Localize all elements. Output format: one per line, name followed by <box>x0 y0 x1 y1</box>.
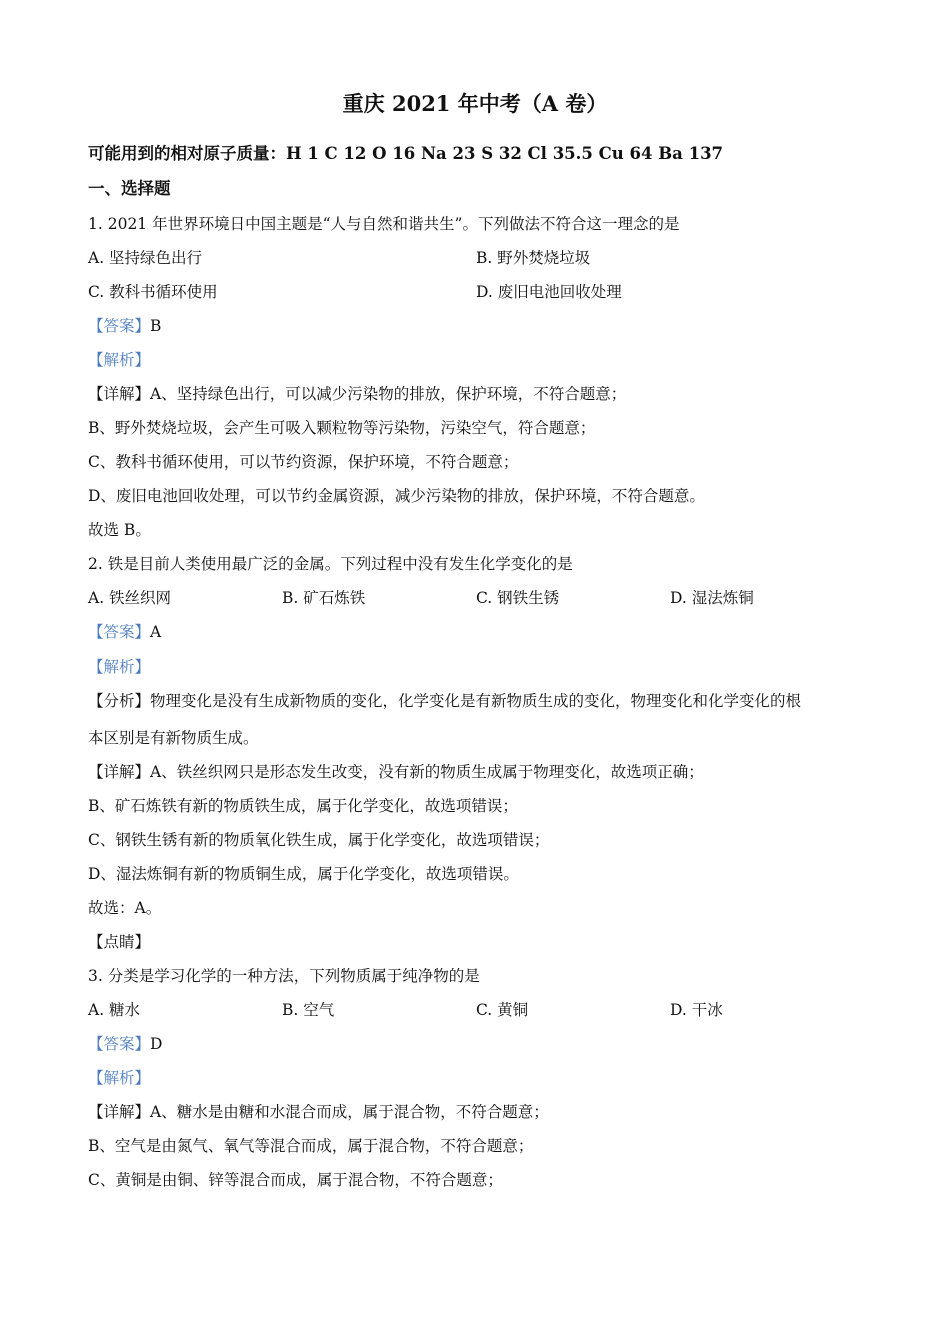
atomic-masses: 可能用到的相对原子质量：H 1 C 12 O 16 Na 23 S 32 Cl 35.5 Cu 64 Ba 137 <box>88 144 724 163</box>
q2-detail-line: C、钢铁生锈有新的物质氧化铁生成，属于化学变化，故选项错误； <box>88 831 550 849</box>
question-1-stem: 1. 2021 年世界环境日中国主题是“人与自然和谐共生”。下列做法不符合这一理念的是 <box>88 215 680 233</box>
q2-remark-tag: 【点睛】 <box>88 933 151 951</box>
q2-option-b: B. 矿石炼铁 <box>282 589 366 607</box>
q1-detail-line: C、教科书循环使用，可以节约资源，保护环境，不符合题意； <box>88 453 519 471</box>
q1-analysis-tag: 【解析】 <box>88 351 151 369</box>
answer-tag: 【答案】 <box>88 623 151 641</box>
q1-option-b: B. 野外焚烧垃圾 <box>476 249 591 267</box>
answer-value: A <box>150 623 162 641</box>
page-title: 重庆 2021 年中考（A 卷） <box>342 91 608 116</box>
answer-tag: 【答案】 <box>88 1035 151 1053</box>
q1-conclusion: 故选 B。 <box>88 521 151 539</box>
q2-detail-line: 【详解】A、铁丝织网只是形态发生改变，没有新的物质生成属于物理变化，故选项正确； <box>88 763 704 781</box>
q3-option-b: B. 空气 <box>282 1001 335 1019</box>
q2-option-c: C. 钢铁生锈 <box>476 589 560 607</box>
q3-option-d: D. 干冰 <box>670 1001 723 1019</box>
q2-detail-line: B、矿石炼铁有新的物质铁生成，属于化学变化，故选项错误； <box>88 797 518 815</box>
q1-detail-line: D、废旧电池回收处理，可以节约金属资源，减少污染物的排放，保护环境，不符合题意。 <box>88 487 705 505</box>
q1-option-a: A. 坚持绿色出行 <box>88 249 203 267</box>
answer-value: D <box>150 1035 163 1053</box>
q2-answer <box>88 621 161 643</box>
q2-analysis-line: 本区别是有新物质生成。 <box>88 729 259 747</box>
q1-option-d: D. 废旧电池回收处理 <box>476 283 622 301</box>
q3-detail-line: B、空气是由氮气、氧气等混合而成，属于混合物，不符合题意； <box>88 1137 534 1155</box>
q2-option-a: A. 铁丝织网 <box>88 589 172 607</box>
q2-detail-line: D、湿法炼铜有新的物质铜生成，属于化学变化，故选项错误。 <box>88 865 519 883</box>
q3-detail-line: C、黄铜是由铜、锌等混合而成，属于混合物，不符合题意； <box>88 1171 503 1189</box>
q2-analysis-tag: 【解析】 <box>88 658 151 676</box>
q2-option-d: D. 湿法炼铜 <box>670 589 754 607</box>
q3-detail-line: 【详解】A、糖水是由糖和水混合而成，属于混合物，不符合题意； <box>88 1103 549 1121</box>
q1-detail-line: 【详解】A、坚持绿色出行，可以减少污染物的排放，保护环境，不符合题意； <box>88 385 627 403</box>
q1-option-c: C. 教科书循环使用 <box>88 283 218 301</box>
q3-option-a: A. 糖水 <box>88 1001 141 1019</box>
answer-tag: 【答案】 <box>88 317 151 335</box>
q1-detail-line: B、野外焚烧垃圾，会产生可吸入颗粒物等污染物，污染空气，符合题意； <box>88 419 596 437</box>
q3-analysis-tag: 【解析】 <box>88 1069 151 1087</box>
question-3-stem: 3. 分类是学习化学的一种方法，下列物质属于纯净物的是 <box>88 967 480 985</box>
q2-conclusion: 故选：A。 <box>88 899 162 917</box>
q2-analysis-line: 【分析】物理变化是没有生成新物质的变化，化学变化是有新物质生成的变化，物理变化和化学变化的根 <box>88 692 802 710</box>
q3-answer <box>88 1033 162 1055</box>
q1-answer <box>88 315 161 337</box>
section-heading: 一、选择题 <box>88 179 171 198</box>
answer-value: B <box>150 317 162 335</box>
q3-option-c: C. 黄铜 <box>476 1001 529 1019</box>
question-2-stem: 2. 铁是目前人类使用最广泛的金属。下列过程中没有发生化学变化的是 <box>88 555 573 573</box>
